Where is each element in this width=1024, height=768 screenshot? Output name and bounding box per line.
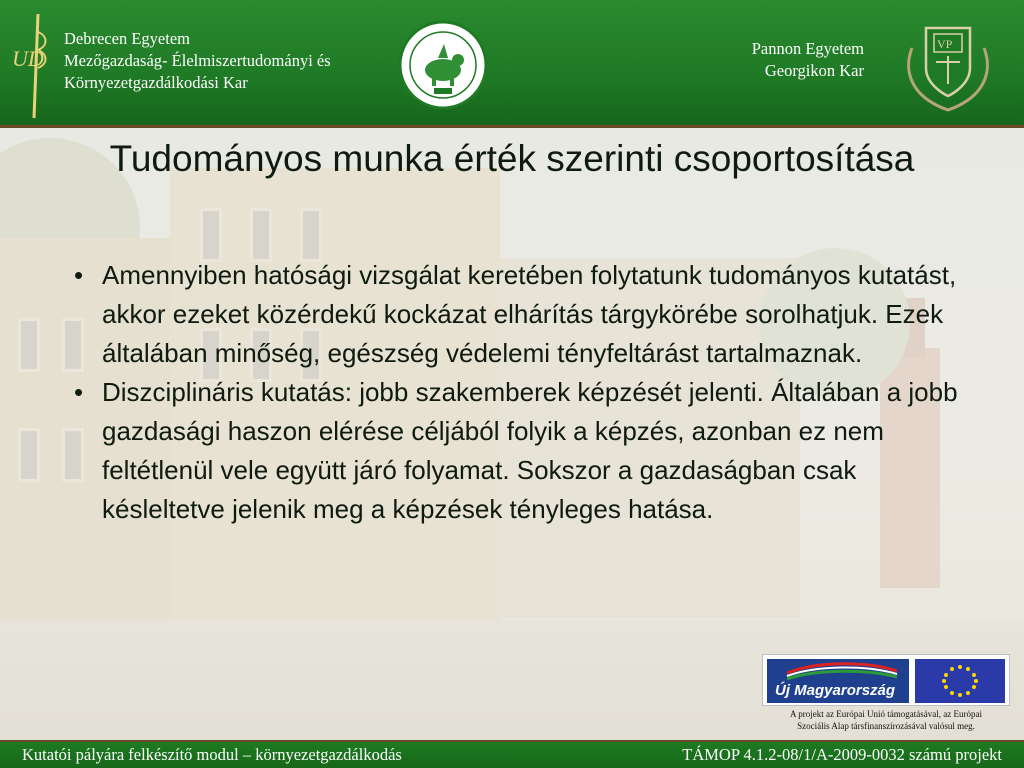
- bullet-text: Diszciplináris kutatás: jobb szakemberek képzését jelenti. Általában a jobb gazdasági haszon elérése céljából folyik a képzés, azonban ez nem feltétlenül vele együtt járó folyamat. Sokszor a gazdaságban csak késleltetve jelenik meg a képzések tényleges hatása.: [102, 377, 958, 524]
- funding-logos: [762, 654, 1010, 706]
- bullet-icon: •: [74, 260, 84, 290]
- bullet-icon: •: [74, 377, 84, 407]
- left-institution-line: Környezetgazdálkodási Kar: [64, 73, 248, 92]
- bullet-text: Amennyiben hatósági vizsgálat keretében folytatunk tudományos kutatást, akkor ezeket közérdekű kockázat elhárítás tárgykörébe sorolhatjuk. Ezek általában minőség, egészség védelemi tényfeltárást tartalmaznak.: [102, 260, 957, 368]
- bullet-list: [62, 256, 962, 529]
- pannon-university-crest: [902, 18, 994, 114]
- bullet-item: [62, 373, 962, 529]
- footer-bar: [0, 740, 1024, 768]
- bullet-item: [62, 256, 962, 373]
- eu-flag-logo: [915, 659, 1005, 703]
- funding-disclaimer: [756, 708, 1016, 732]
- slide-title: Tudományos munka érték szerinti csoportosítása: [109, 138, 915, 179]
- uj-magyarorszag-logo: [767, 659, 909, 703]
- right-institution-line: Pannon Egyetem: [751, 39, 864, 58]
- svg-text:UD: UD: [12, 46, 44, 71]
- right-institution: [752, 38, 864, 82]
- left-institution-line: Debrecen Egyetem: [64, 29, 190, 48]
- footer-module-name: Kutatói pályára felkészítő modul – környezetgazdálkodás: [22, 745, 402, 764]
- left-institution: [64, 28, 331, 94]
- header-banner: [0, 0, 1024, 128]
- svg-text:Új Magyarország: Új Magyarország: [775, 682, 896, 699]
- footer-project-id: TÁMOP 4.1.2-08/1/A-2009-0032 számú projekt: [682, 745, 1002, 764]
- university-of-debrecen-logo: [8, 12, 54, 120]
- svg-text:VP: VP: [937, 37, 953, 51]
- faculty-seal-logo: [398, 20, 488, 110]
- right-institution-line: Georgikon Kar: [764, 61, 864, 80]
- funding-disclaimer-line: Szociális Alap társfinanszírozásával valósul meg.: [797, 721, 975, 731]
- left-institution-line: Mezőgazdaság- Élelmiszertudományi és: [64, 51, 331, 70]
- funding-disclaimer-line: A projekt az Európai Unió támogatásával, az Európai: [790, 709, 982, 719]
